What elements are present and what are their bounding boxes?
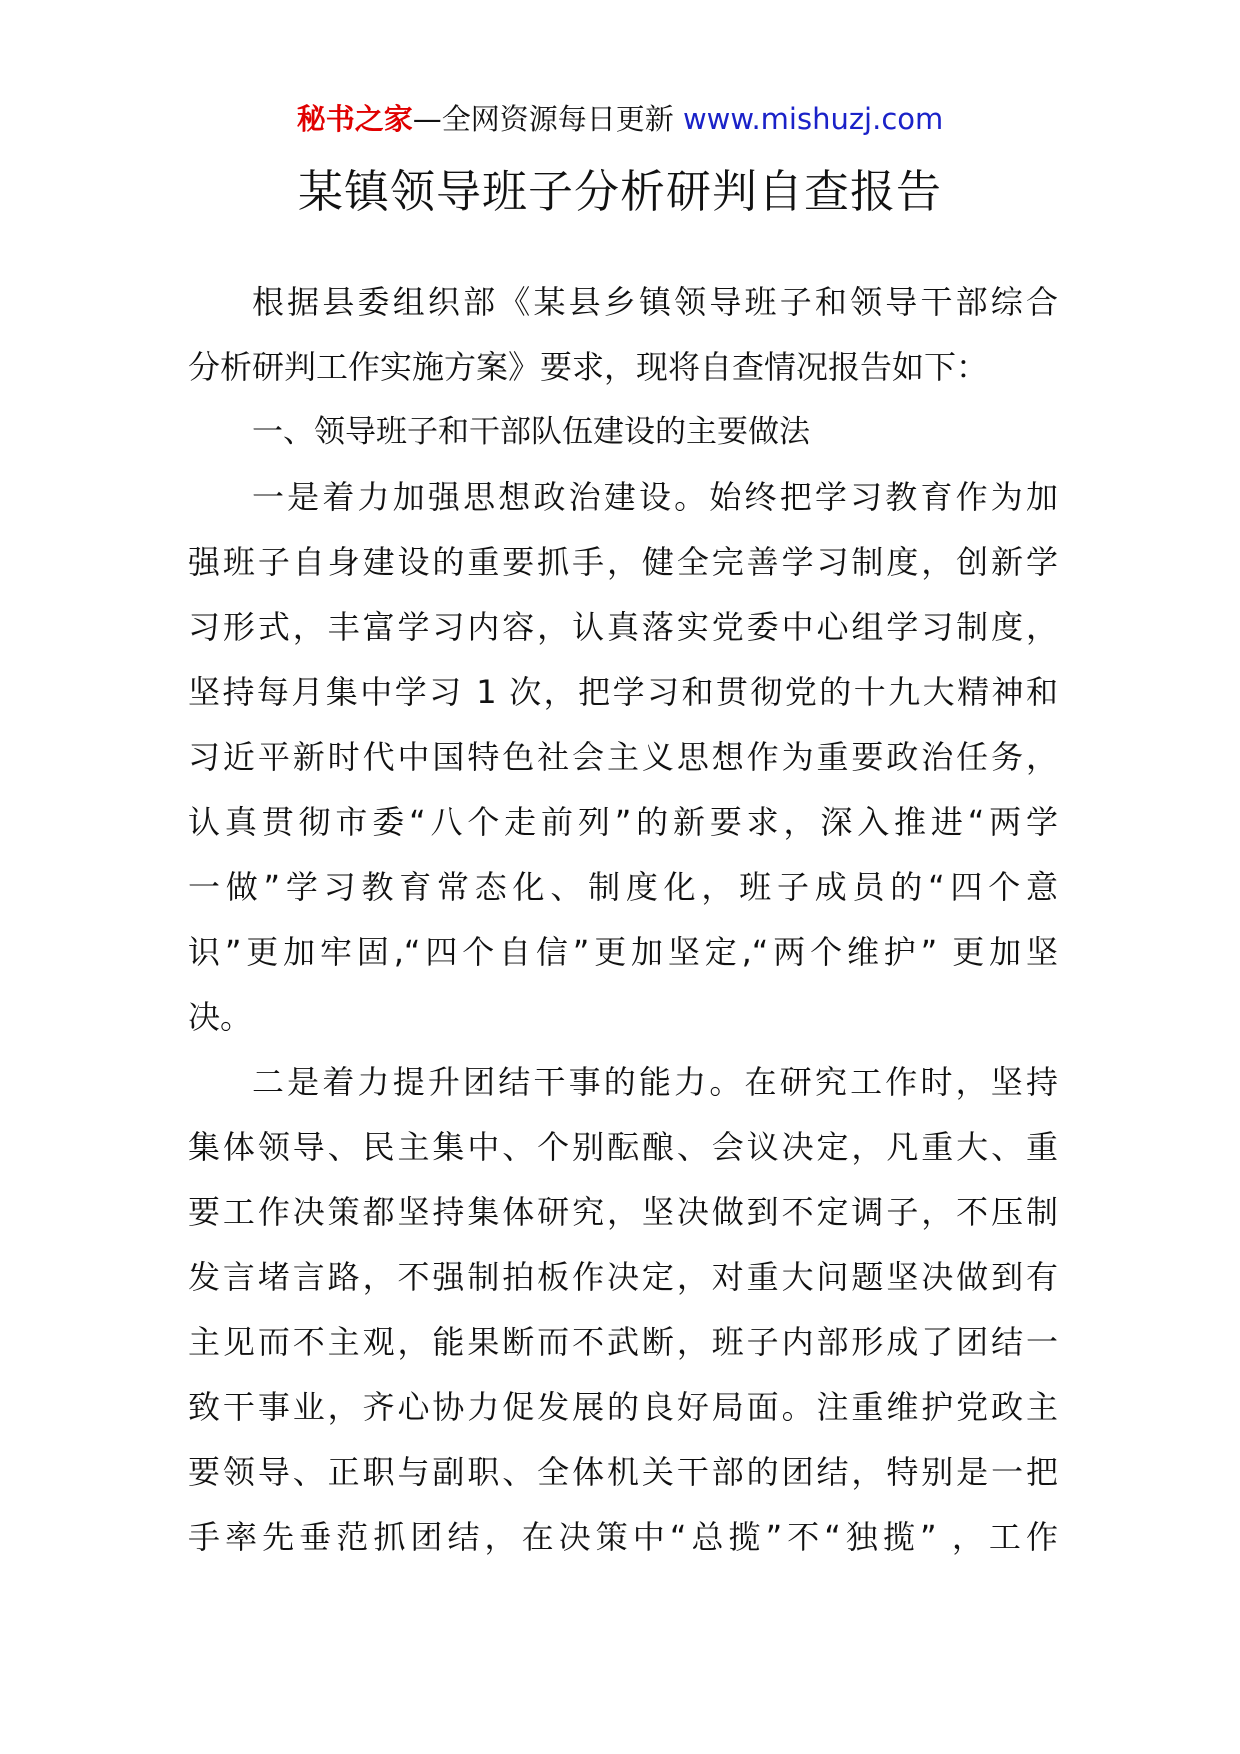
body-line: 二是着力提升团结干事的能力。在研究工作时，坚持 <box>252 1063 1058 1101</box>
body-line: 一是着力加强思想政治建设。始终把学习教育作为加 <box>252 478 1058 516</box>
body-line: 习近平新时代中国特色社会主义思想作为重要政治任务， <box>188 738 1058 776</box>
section-heading: 一、领导班子和干部队伍建设的主要做法 <box>252 414 810 450</box>
body-line: 坚持每月集中学习 1 次，把学习和贯彻党的十九大精神和 <box>188 673 1058 711</box>
body-line: 主见而不主观，能果断而不武断，班子内部形成了团结一 <box>188 1323 1058 1361</box>
body-line: 认真贯彻市委“八个走前列”的新要求，深入推进“两学 <box>188 803 1058 841</box>
body-line: 手率先垂范抓团结，在决策中“总揽”不“独揽” ，工作 <box>188 1518 1058 1556</box>
header-tagline: —全网资源每日更新 <box>412 102 683 136</box>
site-header <box>0 98 1240 140</box>
body-line: 要领导、正职与副职、全体机关干部的团结，特别是一把 <box>188 1453 1058 1491</box>
body-line: 习形式，丰富学习内容，认真落实党委中心组学习制度， <box>188 608 1058 646</box>
document-body <box>188 270 1058 1570</box>
body-line: 发言堵言路，不强制拍板作决定，对重大问题坚决做到有 <box>188 1258 1058 1296</box>
body-line: 要工作决策都坚持集体研究，坚决做到不定调子，不压制 <box>188 1193 1058 1231</box>
body-line: 决。 <box>188 998 253 1036</box>
body-line: 根据县委组织部《某县乡镇领导班子和领导干部综合 <box>252 283 1058 321</box>
document-title: 某镇领导班子分析研判自查报告 <box>297 165 942 218</box>
body-line: 分析研判工作实施方案》要求，现将自查情况报告如下： <box>188 348 989 386</box>
brand-name: 秘书之家 <box>296 102 413 136</box>
body-line: 致干事业，齐心协力促发展的良好局面。注重维护党政主 <box>188 1388 1058 1426</box>
body-line: 识”更加牢固,“四个自信”更加坚定,“两个维护” 更加坚 <box>188 933 1058 971</box>
site-url-link[interactable]: www.mishuzj.com <box>682 102 944 136</box>
body-line: 一做”学习教育常态化、制度化，班子成员的“四个意 <box>188 868 1058 906</box>
body-line: 强班子自身建设的重要抓手，健全完善学习制度，创新学 <box>188 543 1058 581</box>
body-line: 集体领导、民主集中、个别酝酿、会议决定，凡重大、重 <box>188 1128 1058 1166</box>
